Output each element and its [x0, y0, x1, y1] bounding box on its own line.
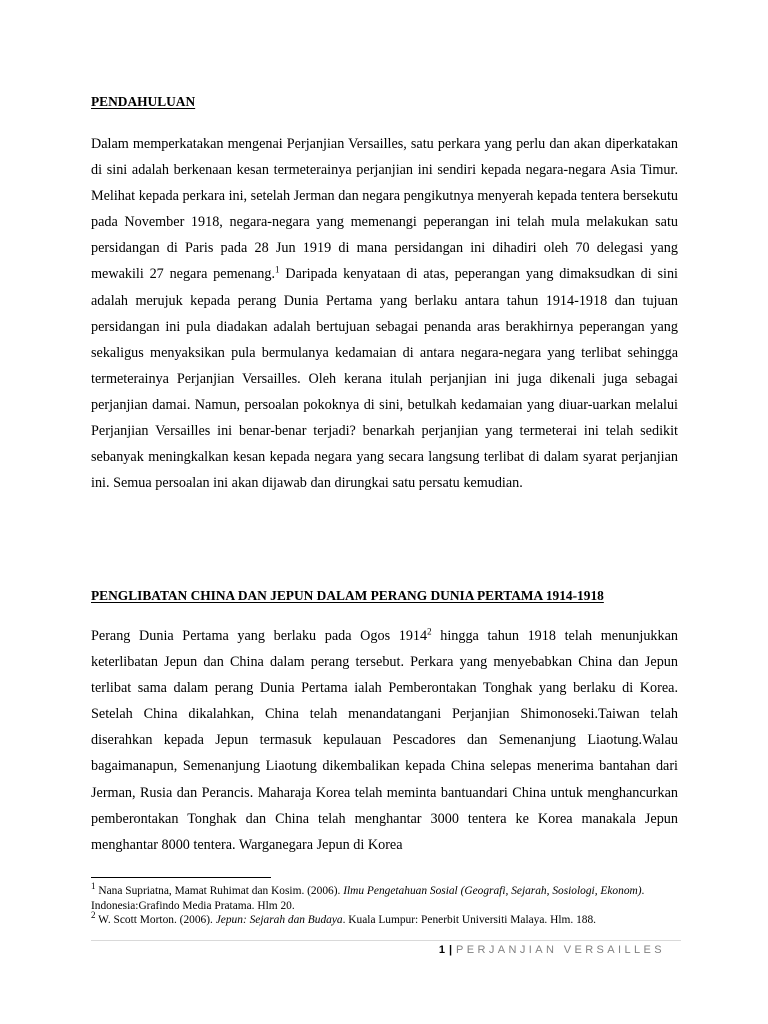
section-heading-penglibatan: PENGLIBATAN CHINA DAN JEPUN DALAM PERANG DUNIA PERTAMA 1914-1918	[91, 588, 604, 603]
footnote-ref-2[interactable]: 2	[427, 626, 432, 637]
footer-separator: |	[448, 944, 453, 956]
footnote-publisher: . Kuala Lumpur: Penerbit Universiti Malaya. Hlm. 188.	[342, 914, 597, 926]
paragraph-text: Dalam memperkatakan mengenai Perjanjian Versailles, satu perkara yang perlu dan akan diperkatakan di sini adalah berkenaan kesan termeterainya perjanjian ini sendiri kepada negara-negara Asia Timur. Melihat kepada perkara ini, setelah Jerman dan negara pengikutnya menyerah kepada tentera bersekutu pada November 1918, negara-negara yang memenangi peperangan ini telah mula melakukan satu persidangan di Paris pada 28 Jun 1919 di mana persidangan ini dihadiri oleh 70 delegasi yang mewakili 27 negara pemenang.	[91, 136, 678, 283]
page-footer	[439, 944, 665, 956]
footnote-divider	[91, 877, 271, 878]
footnote-title: Jepun: Sejarah dan Budaya	[215, 914, 343, 926]
footnote-1	[91, 881, 681, 913]
footnote-title: Ilmu Pengetahuan Sosial (Geografi, Sejarah, Sosiologi, Ekonom)	[343, 885, 642, 897]
paragraph-text-continued: Daripada kenyataan di atas, peperangan yang dimaksudkan di sini adalah merujuk kepada perang Dunia Pertama yang berlaku antara tahun 1914-1918 dan tujuan persidangan ini pula diadakan adalah bertujuan sebagai penanda aras berakhirnya peperangan yang sekaligus menyaksikan pula bermulanya kedamaian di antara negara-negara yang terlibat sehingga termeterainya Perjanjian Versailles. Oleh kerana itulah perjanjian ini juga dikenali juga sebagai perjanjian damai. Namun, persoalan pokoknya di sini, betulkah kedamaian yang diuar-uarkan melalui Perjanjian Versailles ini benar-benar terjadi? benarkah perjanjian yang termeterai ini telah sedikit sebanyak meningkalkan kesan kepada negara yang secara langsung terlibat di dalam syarat perjanjian ini. Semua persoalan ini akan dijawab dan dirungkai satu persatu kemudian.	[91, 266, 678, 492]
footer-document-title: PERJANJIAN VERSAILLES	[456, 944, 665, 956]
footnote-ref-1[interactable]: 1	[275, 264, 280, 275]
section-heading-pendahuluan: PENDAHULUAN	[91, 94, 196, 109]
footnote-2	[91, 910, 681, 928]
footnote-authors: W. Scott Morton. (2006).	[95, 914, 216, 926]
footnote-number: 2	[91, 910, 96, 921]
footnotes	[91, 881, 681, 928]
paragraph-text-continued: hingga tahun 1918 telah menunjukkan keterlibatan Jepun dan China dalam perang tersebut. Perkara yang menyebabkan China dan Jepun terlibat sama dalam perang Dunia Pertama ialah Pemberontakan Tonghak yang berlaku di Korea. Setelah China dikalahkan, China telah menandatangani Perjanjian Shimonoseki.Taiwan telah diserahkan kepada Jepun termasuk kepulauan Pescadores dan Semenanjung Liaotung.Walau bagaimanapun, Semenanjung Liaotung dikembalikan kepada China selepas menerima bantahan dari Jerman, Rusia dan Perancis. Maharaja Korea telah meminta bantuandari China untuk menghancurkan pemberontakan Tonghak dan China telah menghantar 3000 tentera ke Korea manakala Jepun menghantar 8000 tentera. Warganegara Jepun di Korea	[91, 628, 678, 853]
footnote-authors: Nana Supriatna, Mamat Ruhimat dan Kosim. (2006).	[95, 885, 344, 897]
paragraph-penglibatan	[91, 623, 678, 858]
footnote-number: 1	[91, 881, 96, 892]
footnote-publisher: . Indonesia:Grafindo Media Pratama. Hlm 20.	[91, 885, 645, 912]
footer-divider	[91, 940, 681, 941]
page-number: 1	[438, 944, 445, 956]
paragraph-pendahuluan	[91, 131, 678, 496]
paragraph-text: Perang Dunia Pertama yang berlaku pada Ogos 1914	[91, 628, 428, 644]
